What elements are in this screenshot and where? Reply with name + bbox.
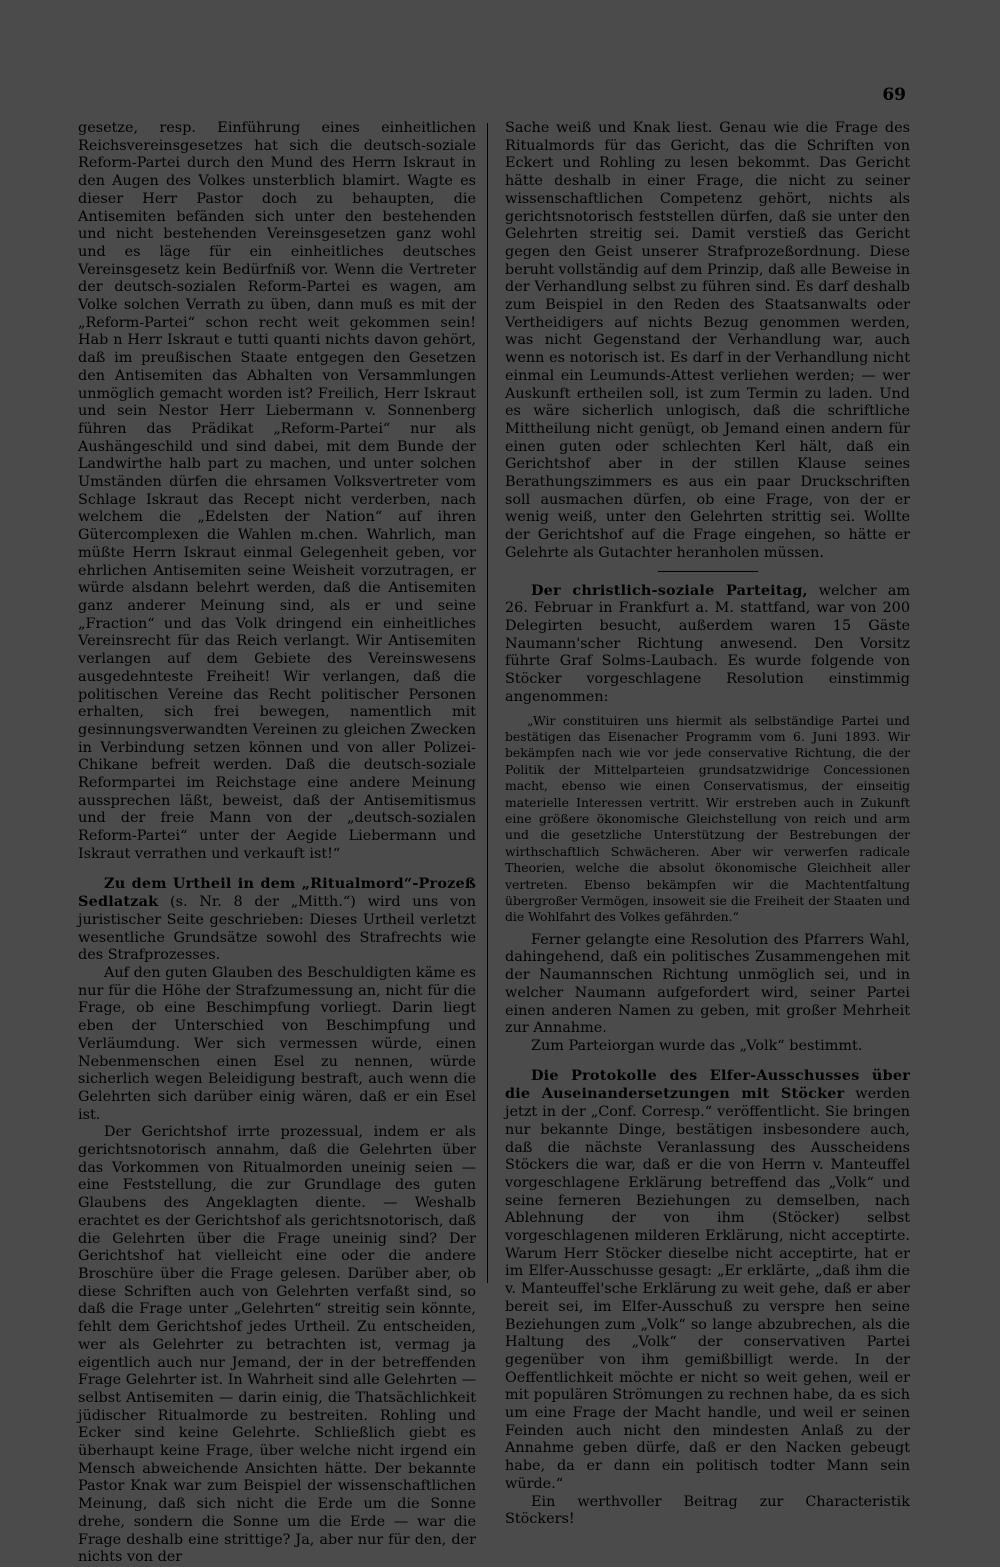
resolution-quote: „Wir constituiren uns hiermit als selbständige Partei und bestätigen das Eisenacher Programm vom 6. Juni 1893. Wir bekämpfen nach wie vor jede conservative Richtung, die der Politik der Mittelparteien grundsatzwidrige Concessionen macht, ebenso wie einen Conservatismus, der einseitig materielle Interessen vertritt. Wir erstreben auch in Zukunft eine größere ökonomische Gleichstellung von reich und arm und die gesetzliche Unterstützung der Bestrebungen der wirthschaftlich Schwächeren. Aber wir verwerfen radicale Theorien, welche die absolut ökonomische Gleichheit aller vertreten. Ebenso bekämpfen wir die Machtentfaltung übergroßer Vermögen, insoweit sie die Freiheit der Staaten und die Wohlfahrt des Volkes gefährden.“	[505, 712, 910, 925]
ritualmord-article-lead-text: (s. Nr. 8 der „Mitth.“) wird uns von juristischer Seite geschrieben: Dieses Urtheil verletzt wesentliche Grundsätze sowohl des Strafrechts wie des Strafprozesses.	[78, 894, 476, 964]
ritualmord-paragraph-2: Auf den guten Glauben des Beschuldigten käme es nur für die Höhe der Strafzumessung an, nicht für die Frage, ob eine Beschimpfung vorliegt. Darin liegt eben der Unterschied von Beschimpfung und Verläumdung. Wer sich vermessen würde, einen Nebenmenschen einen Esel zu nennen, würde sicherlich wegen Beleidigung bestraft, auch wenn die Gelehrten sich darüber einig wären, daß er ein Esel ist.	[78, 965, 476, 1123]
left-column	[78, 120, 476, 1567]
parteitag-article-lead-text: welcher am 26. Februar in Frankfurt a. M. stattfand, war von 200 Delegirten besucht, außerdem waren 15 Gäste Naumann'scher Richtung anwesend. Den Vorsitz führte Graf Solms-Laubach. Es wurde folgende von Stöcker vorgeschlagene Resolution einstimmig angenommen:	[505, 582, 910, 705]
protokolle-article-lead-text: werden jetzt in der „Conf. Corresp.“ veröffentlicht. Sie bringen nur bekannte Dinge, bestätigen insbesondere auch, daß die nächste Veranlassung des Ausscheidens Stöckers die war, daß er die von Herrn v. Manteuffel vorgeschlagene Erklärung betreffend das „Volk“ und seine ferneren Beziehungen zu demselben, nach Ablehnung der von ihm (Stöcker) selbst vorgeschlagenen milderen Erklärung, nicht acceptirte. Warum Herr Stöcker dieselbe nicht acceptirte, hat er im Elfer-Ausschusse gesagt: „Er erklärte, „daß ihm die v. Manteuffel'sche Erklärung zu weit gehe, daß er aber bereit sei, im Elfer-Ausschuß zu verspre hen seine Beziehungen zum „Volk“ so lange abzubrechen, als die Haltung des „Volk“ der conservativen Partei gegenüber von ihm gemißbilligt werde. In der Oeffentlichkeit möchte er nicht so weit gehen, weil er mit populären Strömungen zu rechnen habe, da es sich um eine Frage der Macht handle, und weil er seinen Feinden auch nicht den mindesten Anlaß zu der Annahme geben dürfe, daß er den Nacken gebeugt habe, da er dann ein politisch todter Mann sein würde.“	[505, 1086, 910, 1492]
ritualmord-paragraph-continued: Sache weiß und Knak liest. Genau wie die Frage des Ritualmords für das Gericht, das die Schriften von Eckert und Rohling zu lesen bekommt. Das Gericht hätte deshalb in einer Frage, die nicht zu seiner wissenschaftlichen Competenz gehört, nichts als gerichtsnotorisch feststellen dürfen, daß sie unter den Gelehrten streitig sei. Damit verstieß das Gericht gegen den Geist unserer Strafprozeßordnung. Diese beruht vollständig auf dem Prinzip, daß alle Beweise in der Verhandlung selbst zu führen sind. Es darf deshalb zum Beispiel in den Reden des Staatsanwalts oder Vertheidigers auf nichts Bezug genommen werden, was nicht Gegenstand der Verhandlung war, auch wenn es notorisch ist. Es darf in der Verhandlung nicht einmal ein Leumunds-Attest verliehen werden; — wer Auskunft ertheilen soll, ist zum Termin zu laden. Und es wäre sicherlich unlogisch, daß die schriftliche Mittheilung nicht genügt, ob Jemand einen andern für einen guten oder schlechten Kerl hält, daß ein Gerichtshof aber in der stillen Klause seines Berathungszimmers es aus ein paar Druckschriften soll ausmachen dürfen, ob eine Frage, von der er wenig weiß, unter den Gelehrten strittig sei. Wollte der Gerichtshof auf die Frage eingehen, so hätte er Gelehrte als Gutachter heranholen müssen.	[505, 120, 910, 561]
section-divider	[658, 571, 758, 572]
parteitag-paragraph-3: Ferner gelangte eine Resolution des Pfarrers Wahl, dahingehend, daß ein politisches Zusammengehen mit der Naumannschen Richtung unmöglich sei, und in welcher Naumann aufgefordert wird, seiner Partei einen anderen Namen zu geben, mit großer Mehrheit zur Annahme.	[505, 931, 910, 1037]
right-column	[505, 120, 910, 1529]
protokolle-closing-line: Ein werthvoller Beitrag zur Characteristik Stöckers!	[505, 1493, 910, 1528]
protokolle-article-heading: Die Protokolle des Elfer-Ausschusses über die Auseinandersetzungen mit Stöcker	[505, 1066, 910, 1103]
protokolle-article-lead	[505, 1067, 910, 1494]
ritualmord-article-heading: Zu dem Urtheil in dem „Ritualmord“-Prozeß Sedlatzak	[78, 874, 476, 911]
parteitag-article-heading: Der christlich-soziale Parteitag,	[531, 581, 808, 599]
article-iskraut-paragraph: gesetze, resp. Einführung eines einheitlichen Reichsvereinsgesetzes hat sich die deutsch-soziale Reform-Partei durch den Mund des Herrn Iskraut in den Augen des Volkes unsterblich blamirt. Wagte es dieser Herr Pastor doch zu behaupten, die Antisemiten befänden sich unter den bestehenden und nicht bestehenden Vereinsgesetzen ganz wohl und es läge für ein einheitliches deutsches Vereinsgesetz kein Bedürfniß vor. Wenn die Vertreter der deutsch-sozialen Reform-Partei es wagen, am Volke solchen Verrath zu üben, dann muß es mit der „Reform-Partei“ schon recht weit gekommen sein! Hab n Herr Iskraut e tutti quanti nichts davon gehört, daß im preußischen Staate entgegen den Gesetzen den Antisemiten das Abhalten von Versammlungen unmöglich gemacht worden ist? Freilich, Herr Iskraut und sein Nestor Herr Liebermann v. Sonnenberg führen das Prädikat „Reform-Partei“ nur als Aushängeschild und sind dabei, mit dem Bunde der Landwirthe halb part zu machen, und unter solchen Umständen dürfen die ehrsamen Volksvertreter vom Schlage Iskraut das Recept nicht verderben, nach welchem die „Edelsten der Nation“ auf ihren Gütercomplexen die Wahlen m.chen. Wahrlich, man müßte Herrn Iskraut einmal Gelegenheit geben, vor ehrlichen Antisemiten seine Weisheit vorzutragen, er würde alsdann belehrt werden, daß die Antisemiten ganz anderer Meinung sind, als er und seine „Fraction“ und das Volk dringend ein einheitliches Vereinsrecht für das Reich verlangt. Wir Antisemiten verlangen auf dem Gebiete des Vereinswesens ausgedehnteste Freiheit! Wir verlangen, daß die politischen Vereine das Recht politischer Personen erhalten, sich frei bewegen, namentlich mit gesinnungsverwandten Vereinen zu gleichen Zwecken in Verbindung setzen können und von aller Polizei-Chikane befreit werden. Daß die deutsch-soziale Reformpartei im Reichstage eine andere Meinung aussprechen läßt, beweist, daß der Antisemitismus und der freie Mann von der „deutsch-sozialen Reform-Partei“ unter der Aegide Liebermann und Iskraut verrathen und verkauft ist!“	[78, 120, 476, 862]
parteitag-paragraph-4: Zum Parteiorgan wurde das „Volk“ bestimmt.	[531, 1038, 863, 1054]
parteitag-article-lead	[505, 582, 910, 707]
column-divider	[487, 123, 488, 1283]
page-number: 69	[882, 85, 906, 105]
ritualmord-paragraph-3: Der Gerichtshof irrte prozessual, indem er als gerichtsnotorisch annahm, daß die Gelehrten über das Vorkommen von Ritualmorden uneinig seien — eine Feststellung, die zur Grundlage des guten Glaubens des Angeklagten diente. — Weshalb erachtet es der Gerichtshof als gerichtsnotorisch, daß die Gelehrten über die Frage uneinig sind? Der Gerichtshof hat vielleicht eine oder die andere Broschüre über die Frage gelesen. Darüber aber, ob diese Schriften auch von Gelehrten verfaßt sind, so daß die Frage unter „Gelehrten“ streitig sein könnte, fehlt dem Gerichtshof jedes Urtheil. Zu entscheiden, wer als Gelehrter zu betrachten ist, vermag ja eigentlich auch nur Jemand, der in der betreffenden Frage Gelehrter ist. In Wahrheit sind alle Gelehrten — selbst Antisemiten — darin einig, die Thatsächlichkeit jüdischer Ritualmorde zu bestreiten. Rohling und Ecker sind keine Gelehrte. Schließlich giebt es überhaupt keine Frage, über welche nicht irgend ein Mensch abweichende Ansichten hätte. Der bekannte Pastor Knak war zum Beispiel der wissenschaftlichen Meinung, daß sich nicht die Erde um die Sonne drehe, sondern die Sonne um die Erde — war die Frage deshalb eine strittige? Ja, aber nur für den, der nichts von der	[78, 1124, 476, 1566]
ritualmord-article-lead	[78, 875, 476, 966]
